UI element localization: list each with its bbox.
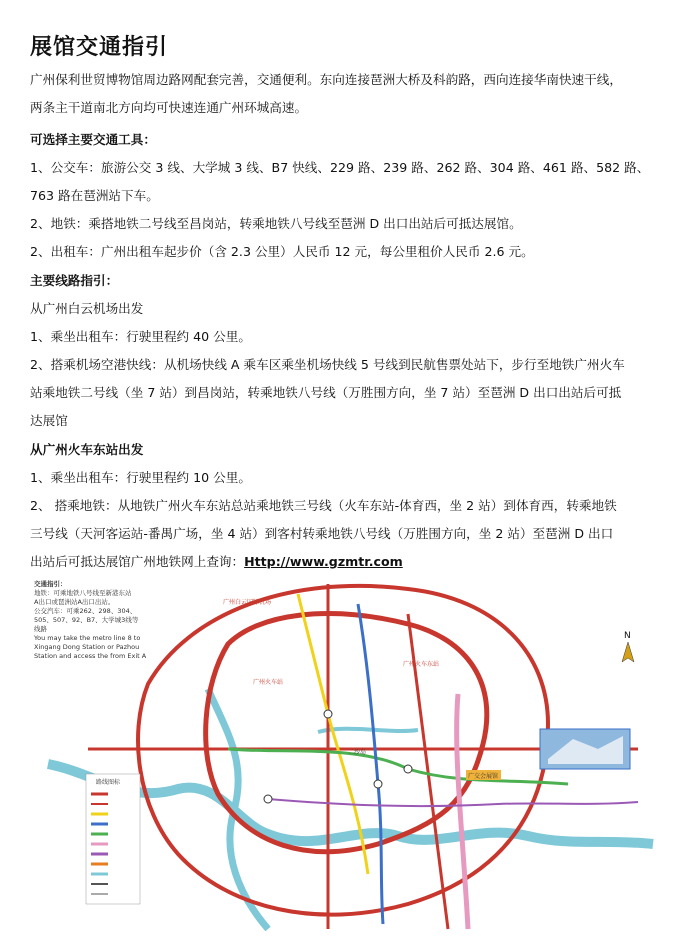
bus-line-1: 1、公交车：旅游公交 3 线、大学城 3 线、B7 快线、229 路、239 路、262 路、304 路、461 路、582 路、 xyxy=(30,160,650,175)
routes-heading: 主要线路指引： xyxy=(30,273,119,288)
intro-line-1: 广州保利世贸博物馆周边路网配套完善，交通便利。东向连接琶洲大桥及科韵路，西向连接华南快速干线， xyxy=(30,72,622,87)
station-metro-3 xyxy=(30,548,662,576)
compass-north: N xyxy=(624,631,631,641)
intro-line-2: 两条主干道南北方向均可快速连通广州环城高速。 xyxy=(30,100,308,115)
station-heading: 从广州火车东站出发 xyxy=(30,442,144,457)
station-node xyxy=(374,780,382,788)
station-metro-3-text: 出站后可抵达展馆广州地铁网上查询： xyxy=(30,554,245,569)
venue-label: 广交会展馆 xyxy=(468,773,499,780)
map-note-line: 线路 xyxy=(34,625,47,633)
map-note-line: Station and access the from Exit A xyxy=(34,652,147,660)
traffic-map xyxy=(28,574,660,939)
map-note-line: A出口或琶洲站A出口出站。 xyxy=(34,598,115,606)
bus-line-2: 763 路在琶洲站下车。 xyxy=(30,188,159,203)
taxi-line: 2、出租车：广州出租车起步价（含 2.3 公里）人民币 12 元，每公里租价人民币 2.6 元。 xyxy=(30,244,534,259)
legend-title: 路线图标 xyxy=(96,779,121,786)
map-note-line: Xingang Dong Station or Pazhou xyxy=(34,643,140,651)
station-node xyxy=(324,710,332,718)
metro-website-link[interactable]: Http://www.gzmtr.com xyxy=(244,554,403,569)
airport-shuttle-3: 达展馆 xyxy=(30,413,68,428)
airport-taxi: 1、乘坐出租车：行驶里程约 40 公里。 xyxy=(30,329,251,344)
station-node xyxy=(264,795,272,803)
map-note-line: 公交汽车：可乘262、298、304、 xyxy=(34,607,137,615)
airport-shuttle-1: 2、搭乘机场空港快线：从机场快线 A 乘车区乘坐机场快线 5 号线到民航售票处站下，步行至地铁广州火车 xyxy=(30,357,625,372)
station-taxi: 1、乘坐出租车：行驶里程约 10 公里。 xyxy=(30,470,251,485)
airport-heading: 从广州白云机场出发 xyxy=(30,301,144,316)
airport-shuttle-2: 站乘地铁二号线（坐 7 站）到昌岗站，转乘地铁八号线（万胜围方向，坐 7 站）至琶洲 D 出口出站后可抵 xyxy=(30,385,622,400)
tools-heading: 可选择主要交通工具： xyxy=(30,132,156,147)
map-note-line: 地铁：可乘地铁八号线至新港东站 xyxy=(34,589,132,597)
station-node xyxy=(404,765,412,773)
ershadao-label: 二沙岛 xyxy=(348,749,367,756)
page-title: 展馆交通指引 xyxy=(30,35,169,60)
metro-line: 2、地铁：乘搭地铁二号线至昌岗站，转乘地铁八号线至琶洲 D 出口出站后可抵达展馆。 xyxy=(30,216,522,231)
east-station-label: 广州火车东站 xyxy=(403,661,440,668)
map-note-line: 505、507、92、B7、大学城3线等 xyxy=(34,616,139,624)
station-metro-1: 2、 搭乘地铁：从地铁广州火车东站总站乘地铁三号线（火车东站-体育西，坐 2 站）到体育西，转乘地铁 xyxy=(30,498,617,513)
map-legend xyxy=(86,774,140,904)
airport-label: 广州白云国际机场 xyxy=(223,599,272,606)
station-metro-2: 三号线（天河客运站-番禺广场，坐 4 站）到客村转乘地铁八号线（万胜围方向，坐 2 站）至琶洲 D 出口 xyxy=(30,526,614,541)
railway-station-label: 广州火车站 xyxy=(253,679,284,686)
map-note xyxy=(33,579,147,660)
map-note-title: 交通指引： xyxy=(34,580,67,588)
map-note-line: You may take the metro line 8 to xyxy=(34,634,141,642)
